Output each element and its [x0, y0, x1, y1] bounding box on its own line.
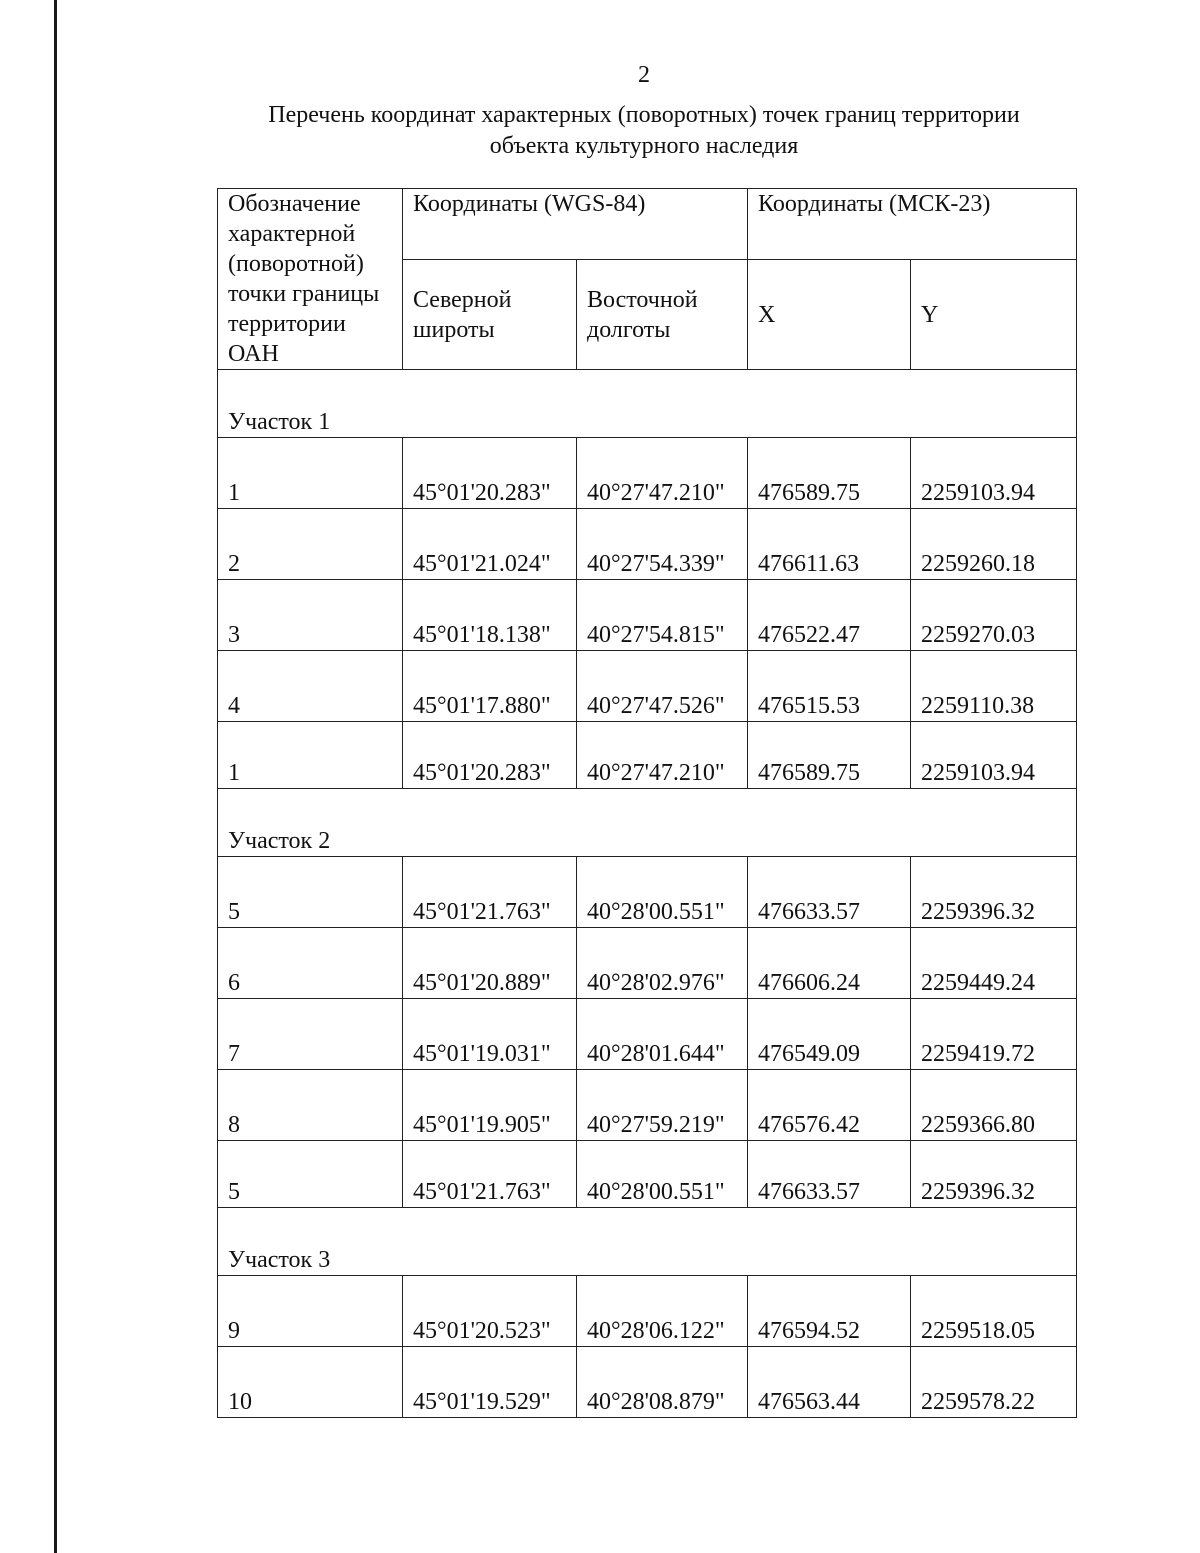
document-title-line-2: объекта культурного наследия — [489, 133, 799, 159]
y-coordinate-cell: 2259110.38 — [911, 651, 1077, 722]
table-row — [218, 1276, 1077, 1347]
latitude-cell: 45°01'19.529" — [403, 1347, 577, 1418]
latitude-cell: 45°01'19.905" — [403, 1070, 577, 1141]
point-number-cell: 7 — [218, 999, 403, 1070]
binding-margin-line — [54, 0, 57, 1553]
table-row — [218, 999, 1077, 1070]
x-coordinate-cell: 476633.57 — [748, 1141, 911, 1208]
y-coordinate-cell: 2259396.32 — [911, 1141, 1077, 1208]
latitude-cell: 45°01'20.523" — [403, 1276, 577, 1347]
latitude-cell: 45°01'20.889" — [403, 928, 577, 999]
header-y: Y — [911, 260, 1077, 370]
point-number-cell: 5 — [218, 857, 403, 928]
longitude-cell: 40°28'06.122" — [577, 1276, 748, 1347]
y-coordinate-cell: 2259366.80 — [911, 1070, 1077, 1141]
section-row — [218, 789, 1077, 857]
y-coordinate-cell: 2259260.18 — [911, 509, 1077, 580]
table-row — [218, 438, 1077, 509]
longitude-cell: 40°27'54.339" — [577, 509, 748, 580]
y-coordinate-cell: 2259449.24 — [911, 928, 1077, 999]
point-number-cell: 6 — [218, 928, 403, 999]
x-coordinate-cell: 476594.52 — [748, 1276, 911, 1347]
document-title-line-1: Перечень координат характерных (поворотных) точек границ территории — [268, 102, 1020, 128]
x-coordinate-cell: 476589.75 — [748, 438, 911, 509]
point-number-cell: 4 — [218, 651, 403, 722]
page-number: 2 — [638, 62, 650, 88]
document-title — [200, 100, 1088, 162]
x-coordinate-cell: 476576.42 — [748, 1070, 911, 1141]
longitude-cell: 40°27'47.526" — [577, 651, 748, 722]
table-row — [218, 580, 1077, 651]
x-coordinate-cell: 476606.24 — [748, 928, 911, 999]
longitude-cell: 40°28'00.551" — [577, 857, 748, 928]
latitude-cell: 45°01'19.031" — [403, 999, 577, 1070]
header-wgs84-group: Координаты (WGS-84) — [403, 189, 748, 260]
table-row — [218, 1070, 1077, 1141]
x-coordinate-cell: 476611.63 — [748, 509, 911, 580]
longitude-cell: 40°28'00.551" — [577, 1141, 748, 1208]
longitude-cell: 40°27'54.815" — [577, 580, 748, 651]
point-number-cell: 3 — [218, 580, 403, 651]
latitude-cell: 45°01'21.024" — [403, 509, 577, 580]
point-number-cell: 9 — [218, 1276, 403, 1347]
longitude-cell: 40°27'47.210" — [577, 722, 748, 789]
y-coordinate-cell: 2259578.22 — [911, 1347, 1077, 1418]
latitude-cell: 45°01'18.138" — [403, 580, 577, 651]
coordinates-table — [217, 188, 1077, 1418]
latitude-cell: 45°01'21.763" — [403, 1141, 577, 1208]
table-row — [218, 928, 1077, 999]
x-coordinate-cell: 476549.09 — [748, 999, 911, 1070]
y-coordinate-cell: 2259270.03 — [911, 580, 1077, 651]
coordinates-table-body — [218, 189, 1077, 1418]
table-row — [218, 722, 1077, 789]
table-header-row-1 — [218, 189, 1077, 260]
longitude-cell: 40°28'02.976" — [577, 928, 748, 999]
header-x: X — [748, 260, 911, 370]
table-row — [218, 509, 1077, 580]
x-coordinate-cell: 476633.57 — [748, 857, 911, 928]
longitude-cell: 40°27'59.219" — [577, 1070, 748, 1141]
point-number-cell: 5 — [218, 1141, 403, 1208]
y-coordinate-cell: 2259103.94 — [911, 438, 1077, 509]
latitude-cell: 45°01'17.880" — [403, 651, 577, 722]
table-row — [218, 1141, 1077, 1208]
y-coordinate-cell: 2259396.32 — [911, 857, 1077, 928]
table-row — [218, 1347, 1077, 1418]
section-label: Участок 3 — [218, 1208, 1077, 1276]
y-coordinate-cell: 2259103.94 — [911, 722, 1077, 789]
section-row — [218, 1208, 1077, 1276]
y-coordinate-cell: 2259518.05 — [911, 1276, 1077, 1347]
x-coordinate-cell: 476522.47 — [748, 580, 911, 651]
header-north-latitude: Северной широты — [403, 260, 577, 370]
header-msk23-group: Координаты (МСК-23) — [748, 189, 1077, 260]
longitude-cell: 40°27'47.210" — [577, 438, 748, 509]
latitude-cell: 45°01'20.283" — [403, 438, 577, 509]
point-number-cell: 2 — [218, 509, 403, 580]
section-row — [218, 370, 1077, 438]
y-coordinate-cell: 2259419.72 — [911, 999, 1077, 1070]
x-coordinate-cell: 476589.75 — [748, 722, 911, 789]
point-number-cell: 1 — [218, 722, 403, 789]
table-row — [218, 651, 1077, 722]
section-label: Участок 2 — [218, 789, 1077, 857]
point-number-cell: 8 — [218, 1070, 403, 1141]
table-row — [218, 857, 1077, 928]
point-number-cell: 1 — [218, 438, 403, 509]
x-coordinate-cell: 476563.44 — [748, 1347, 911, 1418]
longitude-cell: 40°28'01.644" — [577, 999, 748, 1070]
latitude-cell: 45°01'20.283" — [403, 722, 577, 789]
longitude-cell: 40°28'08.879" — [577, 1347, 748, 1418]
x-coordinate-cell: 476515.53 — [748, 651, 911, 722]
header-point-designation: Обозначение характерной (поворотной) точки границы территории ОАН — [218, 189, 403, 370]
section-label: Участок 1 — [218, 370, 1077, 438]
point-number-cell: 10 — [218, 1347, 403, 1418]
latitude-cell: 45°01'21.763" — [403, 857, 577, 928]
header-east-longitude: Восточной долготы — [577, 260, 748, 370]
